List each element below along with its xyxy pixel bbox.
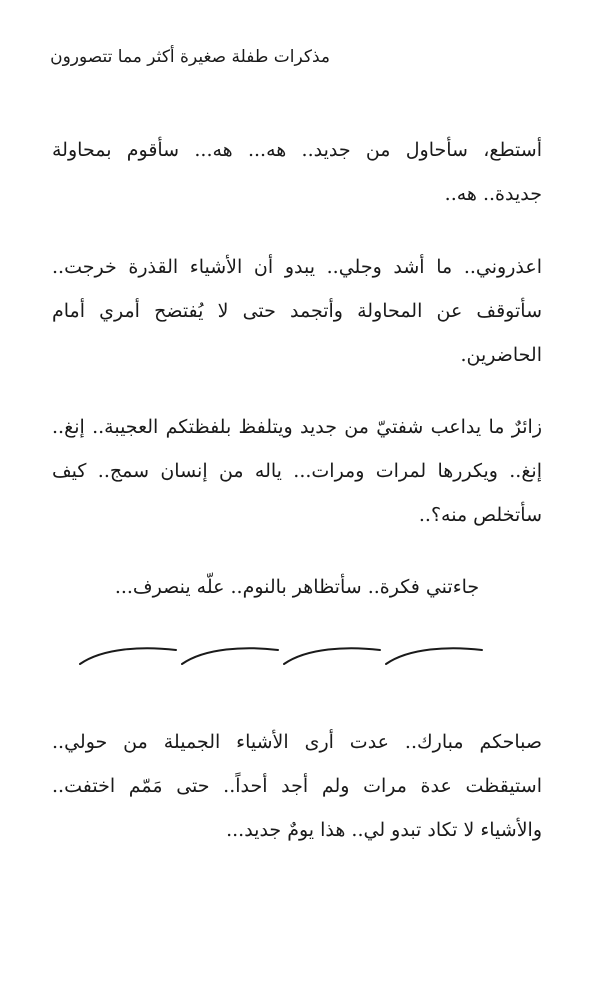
wave-segment (386, 648, 482, 664)
wave-segment (182, 648, 278, 664)
paragraph-3: زائرٌ ما يداعب شفتيّ من جديد ويتلفظ بلفظتكم العجيبة.. إنغ.. إنغ.. ويكررها لمرات ومرات... ياله من إنسان سمج.. كيف سأتخلص منه؟.. (52, 416, 542, 526)
wave-segment (284, 648, 380, 664)
paragraph-1: أستطع، سأحاول من جديد.. هه... هه... سأقوم بمحاولة جديدة.. هه.. (52, 139, 542, 205)
paragraph-5: صباحكم مبارك.. عدت أرى الأشياء الجميلة من حولي.. استيقظت عدة مرات ولم أجد أحداً.. حتى مَمّم اختفت.. والأشياء لا تكاد تبدو لي.. هذا يومٌ جديد... (52, 731, 542, 841)
wavy-separator (78, 638, 488, 672)
page-title: مذكرات طفلة صغيرة أكثر مما تتصورون (50, 47, 330, 67)
paragraph-4: جاءتني فكرة.. سأتظاهر بالنوم.. علّه ينصرف... (114, 576, 480, 598)
paragraph-2: اعذروني.. ما أشد وجلي.. يبدو أن الأشياء القذرة خرجت.. سأتوقف عن المحاولة وأتجمد حتى لا يُفتضح أمري أمام الحاضرين. (52, 256, 542, 366)
wave-segment (80, 648, 176, 664)
